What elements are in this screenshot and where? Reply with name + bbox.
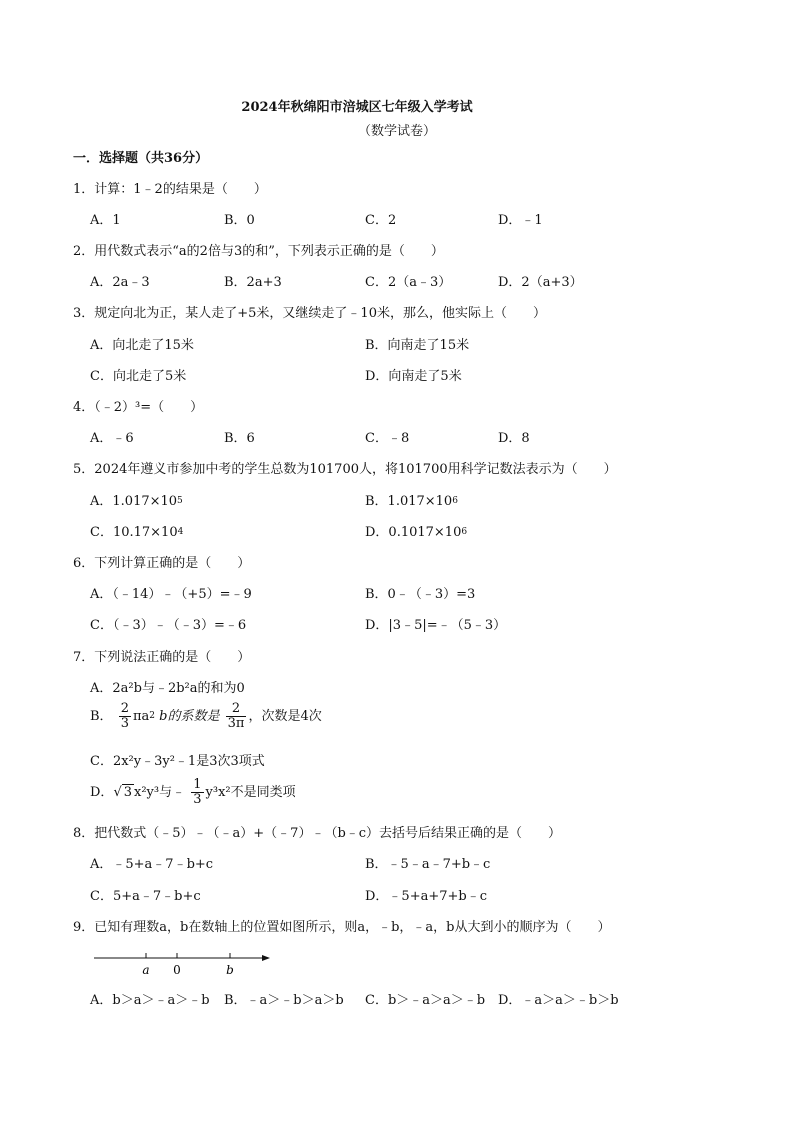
q7-option-d: D．√ 3 x²y³与﹣ $\frac{1}{3}$ y³x²不是同类项 — [90, 777, 296, 807]
q4-option-b: B．6 — [224, 431, 255, 446]
q8-option-c: C．5+a﹣7﹣b+c — [90, 889, 201, 904]
question-1-stem: 1．计算：1﹣2的结果是（ ） — [73, 182, 267, 197]
q3-option-d: D．向南走了5米 — [365, 369, 462, 384]
q1-option-a: A．1 — [90, 213, 121, 228]
fraction: $\frac{1}{3}$ — [193, 777, 202, 807]
label-a: a — [142, 963, 150, 977]
q4-option-a: A．﹣6 — [90, 431, 134, 446]
q5-option-c: C．$10.17\times 10^4$ — [90, 525, 184, 540]
question-6-stem: 6．下列计算正确的是（ ） — [73, 556, 251, 571]
label-zero: 0 — [173, 963, 181, 977]
q9-option-d: D．﹣a＞a＞﹣b＞b — [498, 993, 619, 1008]
q1-option-d: D．﹣1 — [498, 213, 543, 228]
q2-option-b: B．2a+3 — [224, 275, 282, 290]
exam-subtitle: （数学试卷） — [357, 124, 436, 139]
q4-option-c: C．﹣8 — [365, 431, 410, 446]
question-8-stem: 8．把代数式（﹣5）﹣（﹣a）+（﹣7）﹣（b﹣c）去括号后结果正确的是（ ） — [73, 826, 562, 841]
q1-option-c: C．2 — [365, 213, 397, 228]
section-heading: 一．选择题（共36分） — [73, 151, 209, 166]
q9-option-c: C．b＞﹣a＞a＞﹣b — [365, 993, 486, 1008]
question-5-stem: 5．2024年遵义市参加中考的学生总数为101700人，将101700用科学记数法表示为（ ） — [73, 462, 617, 477]
question-4-stem: 4．（﹣2）³=（ ） — [73, 400, 204, 415]
q1-option-b: B．0 — [224, 213, 255, 228]
fraction: $\frac{2}{3\pi}$ — [227, 701, 245, 731]
label-b: b — [226, 963, 234, 977]
q2-option-d: D．2（a+3） — [498, 275, 583, 290]
q6-option-c: C．（﹣3）﹣（﹣3）=﹣6 — [90, 618, 247, 633]
q3-option-b: B．向南走了15米 — [365, 338, 470, 353]
fraction: $\frac{2}{3}$ — [120, 701, 129, 731]
exam-title: 2024年秋绵阳市涪城区七年级入学考试 — [241, 100, 473, 115]
q7-option-c: C．2x²y﹣3y²﹣1是3次3项式 — [90, 754, 265, 769]
q8-option-b: B．﹣5﹣a﹣7+b﹣c — [365, 857, 491, 872]
q8-option-d: D．﹣5+a+7+b﹣c — [365, 889, 487, 904]
arrow-icon — [262, 955, 270, 961]
q8-option-a: A．﹣5+a﹣7﹣b+c — [90, 857, 214, 872]
q3-option-c: C．向北走了5米 — [90, 369, 187, 384]
q2-option-c: C．2（a﹣3） — [365, 275, 452, 290]
q6-option-b: B．0﹣（﹣3）=3 — [365, 587, 476, 602]
q7-option-b: B． $\frac{2}{3}$ $\pi a^2$ b的系数是 $\frac{2}{3\pi}$ ，次数是4次 — [90, 701, 322, 731]
q5-option-d: D．$0.1017\times 10^6$ — [365, 525, 468, 540]
question-2-stem: 2．用代数式表示“a的2倍与3的和”，下列表示正确的是（ ） — [73, 244, 444, 259]
number-line — [92, 944, 272, 984]
question-9-stem: 9．已知有理数a，b在数轴上的位置如图所示，则a，﹣b，﹣a，b从大到小的顺序为（ ） — [73, 920, 611, 935]
question-3-stem: 3．规定向北为正，某人走了+5米，又继续走了﹣10米，那么，他实际上（ ） — [73, 306, 546, 321]
q2-option-a: A．2a﹣3 — [90, 275, 150, 290]
q5-option-a: A．$1.017\times 10^5$ — [90, 494, 183, 509]
q6-option-a: A．（﹣14）﹣（+5）=﹣9 — [90, 587, 252, 602]
q6-option-d: D．|3﹣5|=﹣（5﹣3） — [365, 618, 507, 633]
q4-option-d: D．8 — [498, 431, 530, 446]
sqrt: 3 — [123, 785, 133, 800]
q7-option-a: A．2a²b与﹣2b²a的和为0 — [90, 681, 245, 696]
q5-option-b: B．$1.017\times 10^6$ — [365, 494, 458, 509]
q3-option-a: A．向北走了15米 — [90, 338, 194, 353]
q9-option-b: B．﹣a＞﹣b＞a＞b — [224, 993, 344, 1008]
q9-option-a: A．b＞a＞﹣a＞﹣b — [90, 993, 210, 1008]
question-7-stem: 7．下列说法正确的是（ ） — [73, 650, 251, 665]
